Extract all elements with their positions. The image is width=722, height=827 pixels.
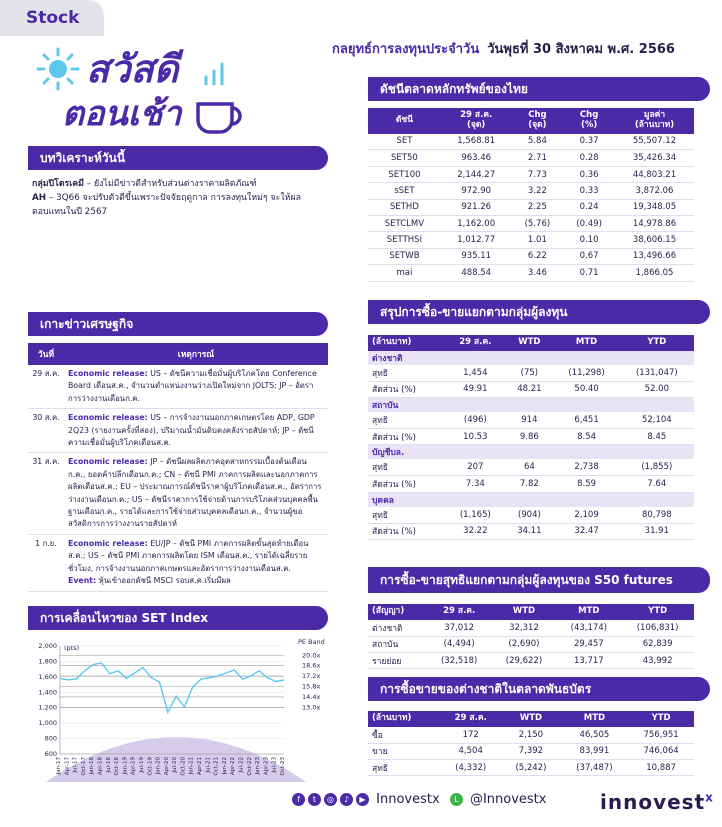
- chart-x-tick: Jan-23: [255, 757, 262, 775]
- analysis-item: [32, 191, 332, 219]
- news-header-event: เหตุการณ์: [64, 343, 328, 365]
- table-cell: (496): [445, 412, 505, 428]
- news-event: [64, 409, 328, 453]
- innovestx-logo: [600, 790, 714, 814]
- investor-group-row: [368, 398, 694, 413]
- chart-x-tick: Jan-20: [155, 757, 162, 775]
- table-row: [368, 183, 694, 199]
- news-date: 1 ก.ย.: [28, 534, 64, 591]
- table-cell: 963.46: [441, 150, 512, 166]
- chart-x-tick: Oct-20: [180, 757, 187, 776]
- table-cell: 55,507.12: [615, 134, 694, 150]
- table-row: [368, 215, 694, 231]
- news-event-label: Economic release:: [68, 457, 148, 467]
- greeting-line1: สวัสดี: [86, 47, 179, 91]
- news-event-label: Economic release:: [68, 413, 148, 423]
- table-cell: 0.10: [563, 232, 615, 248]
- table-cell: (11,298): [553, 365, 619, 381]
- chart-x-tick: Oct-19: [147, 757, 154, 776]
- table-row: [368, 265, 694, 281]
- table-row: [368, 507, 694, 523]
- table-cell: 2.25: [512, 199, 564, 215]
- table-row: [368, 199, 694, 215]
- table-cell: 44,803.21: [615, 166, 694, 182]
- table-cell: สุทธิ: [368, 459, 445, 475]
- investor-group-row: [368, 351, 694, 365]
- table-cell: (37,487): [561, 760, 629, 776]
- table-cell: 756,951: [628, 727, 694, 743]
- table-cell: สัดส่วน (%): [368, 523, 445, 539]
- analysis-text: – ยังไม่มีข่าวดีสำหรับส่วนต่างราคาผลิตภัณฑ์: [83, 179, 257, 189]
- chart-x-tick: Apr-19: [130, 757, 137, 776]
- chart-x-tick: Apr-23: [263, 757, 270, 776]
- analysis-label: กลุ่มปิโตรเคมี: [32, 179, 84, 189]
- table-cell: 207: [445, 459, 505, 475]
- table-cell: สถาบัน: [368, 636, 427, 652]
- table-header-cell: 29 ส.ค.: [445, 335, 505, 351]
- chart-x-tick: Jul-22: [238, 757, 245, 773]
- greeting-line2: ตอนเช้า: [62, 94, 182, 134]
- analysis-label: AH: [32, 193, 47, 203]
- index-table: [368, 108, 694, 282]
- table-header-cell: MTD: [561, 711, 629, 727]
- news-header-date: วันที่: [28, 343, 64, 365]
- news-event: [64, 534, 328, 591]
- brand-x: x: [705, 790, 714, 805]
- table-row: [368, 428, 694, 444]
- table-cell: 3,872.06: [615, 183, 694, 199]
- table-cell: SETHD: [368, 199, 441, 215]
- table-cell: สุทธิ: [368, 365, 445, 381]
- news-date: 31 ส.ค.: [28, 453, 64, 534]
- futures-table: [368, 604, 694, 669]
- set-index-line: [60, 663, 284, 712]
- table-header-cell: WTD: [501, 711, 560, 727]
- table-cell: SETCLMV: [368, 215, 441, 231]
- table-cell: 29,457: [556, 636, 621, 652]
- set-index-chart-svg: [26, 632, 326, 782]
- table-cell: 8.45: [620, 428, 694, 444]
- analysis-text: – 3Q66 จะปรับตัวดีขึ้นเพราะปัจจัยฤดูกาล การลงทุนใหม่ๆ จะให้ผลตอบแทนในปี 2567: [32, 193, 301, 217]
- table-row: [368, 653, 694, 669]
- news-event-text: หุ้นเข้าออกดัชนี MSCI รอบส.ค.เริ่มมีผล: [96, 576, 231, 586]
- greeting-hero: [32, 44, 272, 144]
- chart-x-tick: Apr-17: [64, 757, 71, 776]
- table-cell: 1.01: [512, 232, 564, 248]
- table-cell: 0.33: [563, 183, 615, 199]
- table-cell: 32.22: [445, 523, 505, 539]
- table-row: [368, 476, 694, 492]
- table-cell: 746,064: [628, 743, 694, 759]
- chart-x-tick: Jul-23: [271, 757, 278, 773]
- table-cell: SET50: [368, 150, 441, 166]
- table-cell: 7.73: [512, 166, 564, 182]
- table-cell: 3.46: [512, 265, 564, 281]
- table-cell: SET: [368, 134, 441, 150]
- set-index-chart: [26, 632, 326, 782]
- table-cell: (131,047): [620, 365, 694, 381]
- table-row: [368, 459, 694, 475]
- table-header-cell: 29 ส.ค.: [427, 604, 492, 620]
- table-header-cell: YTD: [621, 604, 694, 620]
- table-cell: สุทธิ: [368, 507, 445, 523]
- table-cell: 38,606.15: [615, 232, 694, 248]
- chart-y-tick: 800: [44, 734, 57, 743]
- brand-text: innovest: [600, 790, 706, 814]
- report-date: วันพุธที่ 30 สิงหาคม พ.ศ. 2566: [487, 42, 675, 57]
- table-header-cell: (ล้านบาท): [368, 711, 440, 727]
- table-cell: 83,991: [561, 743, 629, 759]
- table-header-cell: 29 ส.ค. (จุด): [441, 108, 512, 134]
- table-cell: 972.90: [441, 183, 512, 199]
- table-cell: 1,866.05: [615, 265, 694, 281]
- table-cell: 0.28: [563, 150, 615, 166]
- table-cell: 2,150: [501, 727, 560, 743]
- table-row: [368, 620, 694, 636]
- table-cell: 7.34: [445, 476, 505, 492]
- pe-band-label: 18.6x: [302, 661, 321, 670]
- investor-group-name: ต่างชาติ: [368, 351, 694, 365]
- table-cell: 13,496.66: [615, 248, 694, 264]
- table-cell: 14,978.86: [615, 215, 694, 231]
- chart-x-tick: Apr-18: [97, 757, 104, 776]
- table-row: [368, 743, 694, 759]
- table-cell: 914: [505, 412, 553, 428]
- table-header-cell: YTD: [620, 335, 694, 351]
- table-row: [368, 760, 694, 776]
- youtube-icon[interactable]: ▶: [356, 793, 369, 806]
- chart-x-tick: Jul-17: [72, 757, 79, 773]
- table-cell: (32,518): [427, 653, 492, 669]
- table-header-cell: (สัญญา): [368, 604, 427, 620]
- bond-section-title: การซื้อขายของต่างชาติในตลาดพันธบัตร: [368, 677, 710, 701]
- table-cell: 8.54: [553, 428, 619, 444]
- investor-group-row: [368, 445, 694, 460]
- tiktok-icon[interactable]: ♪: [340, 793, 353, 806]
- table-header-cell: WTD: [505, 335, 553, 351]
- table-cell: 52.00: [620, 381, 694, 397]
- news-event-label: Economic release:: [68, 538, 148, 548]
- table-cell: 7,392: [501, 743, 560, 759]
- table-cell: SETTHSI: [368, 232, 441, 248]
- table-header-cell: Chg (%): [563, 108, 615, 134]
- chart-x-tick: Jan-17: [56, 757, 62, 775]
- table-cell: 6,451: [553, 412, 619, 428]
- table-cell: 37,012: [427, 620, 492, 636]
- chart-x-tick: Jul-20: [172, 757, 179, 773]
- table-row: [368, 727, 694, 743]
- chart-y-tick: 1,400: [38, 688, 57, 697]
- investor-summary-title: สรุปการซื้อ-ขายแยกตามกลุ่มผู้ลงทุน: [368, 300, 710, 324]
- table-cell: 2.71: [512, 150, 564, 166]
- table-row: [368, 248, 694, 264]
- pe-band-title: PE Band: [298, 638, 325, 646]
- pe-band-label: 17.2x: [302, 672, 321, 681]
- table-cell: 4,504: [440, 743, 501, 759]
- chart-x-tick: Jan-19: [122, 757, 129, 775]
- strategy-label: กลยุทธ์การลงทุนประจำวัน: [332, 42, 480, 57]
- table-cell: 0.24: [563, 199, 615, 215]
- table-cell: 64: [505, 459, 553, 475]
- table-cell: (1,855): [620, 459, 694, 475]
- table-cell: 172: [440, 727, 501, 743]
- analysis-item: [32, 177, 332, 191]
- table-cell: สัดส่วน (%): [368, 428, 445, 444]
- table-header-cell: มูลค่า (ล้านบาท): [615, 108, 694, 134]
- table-cell: 2,144.27: [441, 166, 512, 182]
- news-event-text: US – ดัชนีความเชื่อมั่นผู้บริโภคโดย Conference Board เดือนส.ค., จำนวนตำแหน่งงานว่างเปิดใหม่จาก JOLTS; JP – อัตราการว่างงานเดือนก.ค.: [68, 369, 317, 403]
- chart-x-tick: Jan-21: [188, 757, 195, 775]
- chart-x-tick: Oct-18: [114, 757, 121, 776]
- table-cell: 32,312: [492, 620, 557, 636]
- table-cell: 6.22: [512, 248, 564, 264]
- table-cell: 7.82: [505, 476, 553, 492]
- chart-y-tick: 1,600: [38, 672, 57, 681]
- stock-tab: Stock: [0, 0, 104, 36]
- table-header-cell: Chg (จุด): [512, 108, 564, 134]
- table-cell: (2,690): [492, 636, 557, 652]
- news-event-text: JP – ดัชนีผลผลิตภาคอุตสาหกรรมเบื้องต้นเดือนก.ค., ยอดค้าปลีกเดือนก.ค.; CN – ดัชนี PMI ภาคการผลิตและนอกภาคการผลิตเดือนส.ค.; EU – ประมาณการณ์ดัชนีราคาผู้บริโภคเดือนส.ค., อัตราการว่างงานเดือนก.ค.; US – ดัชนีราคาการใช้จ่ายด้านการบริโภคส่วนบุคคลพื้นฐานเดือนก.ค., รายได้และการใช้จ่ายส่วนบุคคลเดือนก.ค., จำนวนผู้ขอสวัสดิการการว่างงานรายสัปดาห์: [68, 457, 322, 529]
- table-cell: (5,242): [501, 760, 560, 776]
- table-cell: (43,174): [556, 620, 621, 636]
- table-cell: 43,992: [621, 653, 694, 669]
- table-cell: 0.36: [563, 166, 615, 182]
- handle-line[interactable]: @Innovestx: [469, 792, 547, 807]
- table-cell: SETWB: [368, 248, 441, 264]
- table-cell: 2,109: [553, 507, 619, 523]
- chart-x-tick: Oct-17: [80, 757, 87, 776]
- table-cell: 8.59: [553, 476, 619, 492]
- investor-group-name: บัญชีบล.: [368, 445, 694, 460]
- table-cell: สัดส่วน (%): [368, 476, 445, 492]
- table-row: [368, 381, 694, 397]
- table-cell: ขาย: [368, 743, 440, 759]
- table-cell: 62,839: [621, 636, 694, 652]
- handle-innovestx[interactable]: Innovestx: [376, 792, 440, 807]
- table-cell: สุทธิ: [368, 760, 440, 776]
- futures-section-title: การซื้อ-ขายสุทธิแยกตามกลุ่มผู้ลงทุนของ S50 futures: [368, 567, 710, 593]
- table-cell: สัดส่วน (%): [368, 381, 445, 397]
- table-cell: รายย่อย: [368, 653, 427, 669]
- chart-x-tick: Jan-18: [89, 757, 96, 775]
- table-cell: (0.49): [563, 215, 615, 231]
- news-event-text: US – การจ้างงานนอกภาคเกษตรโดย ADP, GDP 2Q23 (รายงานครั้งที่สอง), ปริมาณน้ำมันดิบคงคลังรายสัปดาห์; JP – ดัชนีความเชื่อมั่นผู้บริโภคเดือนส.ค.: [68, 413, 315, 448]
- news-section-title: เกาะข่าวเศรษฐกิจ: [28, 312, 328, 336]
- table-row: [368, 166, 694, 182]
- table-cell: 34.11: [505, 523, 553, 539]
- table-cell: 80,798: [620, 507, 694, 523]
- table-row: [368, 636, 694, 652]
- chart-y-tick: 600: [44, 750, 57, 758]
- chart-x-tick: Oct-22: [246, 757, 253, 776]
- table-cell: 52,104: [620, 412, 694, 428]
- twitter-icon[interactable]: t: [308, 793, 321, 806]
- table-cell: 1,012.77: [441, 232, 512, 248]
- chart-x-tick: Jul-19: [138, 757, 145, 773]
- news-row: [28, 534, 328, 591]
- table-cell: 0.71: [563, 265, 615, 281]
- pe-band-label: 15.8x: [302, 682, 321, 691]
- table-cell: 0.37: [563, 134, 615, 150]
- table-row: [368, 365, 694, 381]
- table-cell: (106,831): [621, 620, 694, 636]
- table-cell: 1,454: [445, 365, 505, 381]
- table-cell: ซื้อ: [368, 727, 440, 743]
- table-cell: (4,494): [427, 636, 492, 652]
- investor-group-name: บุคคล: [368, 492, 694, 507]
- table-cell: 13,717: [556, 653, 621, 669]
- table-cell: 0.67: [563, 248, 615, 264]
- table-cell: mai: [368, 265, 441, 281]
- table-row: [368, 232, 694, 248]
- table-row: [368, 412, 694, 428]
- table-row: [368, 134, 694, 150]
- table-cell: 935.11: [441, 248, 512, 264]
- investor-summary-table: [368, 335, 694, 540]
- chart-y-tick: 1,000: [38, 719, 57, 728]
- table-cell: (1,165): [445, 507, 505, 523]
- pe-band-label: 13.0x: [302, 703, 321, 712]
- table-header-cell: ดัชนี: [368, 108, 441, 134]
- table-header-cell: WTD: [492, 604, 557, 620]
- table-cell: sSET: [368, 183, 441, 199]
- table-cell: 35,426.34: [615, 150, 694, 166]
- news-event-label: Event:: [68, 576, 97, 586]
- news-event: [64, 453, 328, 534]
- news-table: [28, 343, 328, 592]
- chart-x-tick: Oct-21: [213, 757, 220, 776]
- investor-group-row: [368, 492, 694, 507]
- table-cell: 50.40: [553, 381, 619, 397]
- chart-x-tick: Jan-22: [221, 757, 228, 775]
- instagram-icon[interactable]: ◎: [324, 793, 337, 806]
- table-cell: 9.86: [505, 428, 553, 444]
- chart-x-tick: Oct-23: [280, 757, 286, 776]
- table-cell: 1,162.00: [441, 215, 512, 231]
- analysis-section-title: บทวิเคราะห์วันนี้: [28, 146, 328, 170]
- table-header-cell: MTD: [556, 604, 621, 620]
- chart-y-tick: 1,800: [38, 657, 57, 666]
- news-event-label: Economic release:: [68, 369, 148, 378]
- table-cell: (904): [505, 507, 553, 523]
- daily-strategy-heading: [332, 38, 675, 59]
- table-cell: 19,348.05: [615, 199, 694, 215]
- pe-band-label: 20.0x: [302, 651, 321, 660]
- table-cell: 7.64: [620, 476, 694, 492]
- table-cell: 46,505: [561, 727, 629, 743]
- social-footer: [292, 792, 546, 807]
- table-cell: 10.53: [445, 428, 505, 444]
- news-row: [28, 453, 328, 534]
- table-cell: 48.21: [505, 381, 553, 397]
- chart-x-tick: Apr-21: [197, 757, 204, 776]
- table-cell: สุทธิ: [368, 412, 445, 428]
- table-cell: 3.22: [512, 183, 564, 199]
- table-header-cell: YTD: [628, 711, 694, 727]
- news-row: [28, 365, 328, 409]
- table-cell: SET100: [368, 166, 441, 182]
- facebook-icon[interactable]: f: [292, 793, 305, 806]
- news-row: [28, 409, 328, 453]
- news-event: [64, 365, 328, 409]
- news-event-text: EU/JP – ดัชนี PMI ภาคการผลิตขั้นสุดท้ายเดือนส.ค.; US – ดัชนี PMI ภาคการผลิตโดย ISM เดือนส.ค., รายได้เฉลี่ยรายชั่วโมง, การจ้างงานนอกภาคเกษตรและอัตราการว่างงานเดือนส.ค.: [68, 538, 309, 573]
- table-cell: (29,622): [492, 653, 557, 669]
- index-section-title: ดัชนีตลาดหลักทรัพย์ของไทย: [368, 77, 710, 101]
- chart-section-title: การเคลื่อนไหวของ SET Index: [28, 606, 328, 630]
- table-header-cell: MTD: [553, 335, 619, 351]
- table-header-cell: 29 ส.ค.: [440, 711, 501, 727]
- analysis-body: [32, 177, 332, 219]
- line-icon[interactable]: L: [450, 793, 463, 806]
- table-cell: 488.54: [441, 265, 512, 281]
- table-cell: (4,332): [440, 760, 501, 776]
- table-cell: 921.26: [441, 199, 512, 215]
- news-date: 30 ส.ค.: [28, 409, 64, 453]
- table-cell: 10,887: [628, 760, 694, 776]
- chart-x-tick: Jul-21: [205, 757, 212, 773]
- news-date: 29 ส.ค.: [28, 365, 64, 409]
- chart-y-label: (pts): [64, 644, 80, 652]
- chart-x-tick: Jul-18: [105, 757, 112, 773]
- chart-y-tick: 1,200: [38, 703, 57, 712]
- table-cell: (75): [505, 365, 553, 381]
- table-cell: ต่างชาติ: [368, 620, 427, 636]
- table-cell: 1,568.81: [441, 134, 512, 150]
- table-header-cell: (ล้านบาท): [368, 335, 445, 351]
- table-cell: 5.84: [512, 134, 564, 150]
- chart-x-tick: Apr-20: [163, 757, 170, 776]
- table-cell: 49.91: [445, 381, 505, 397]
- table-cell: 2,738: [553, 459, 619, 475]
- chart-x-tick: Apr-22: [230, 757, 237, 776]
- chart-y-tick: 2,000: [38, 642, 57, 650]
- pe-band-label: 14.4x: [302, 692, 321, 701]
- table-cell: 32.47: [553, 523, 619, 539]
- table-cell: 31.91: [620, 523, 694, 539]
- table-row: [368, 523, 694, 539]
- bond-table: [368, 711, 694, 776]
- investor-group-name: สถาบัน: [368, 398, 694, 413]
- table-row: [368, 150, 694, 166]
- table-cell: (5.76): [512, 215, 564, 231]
